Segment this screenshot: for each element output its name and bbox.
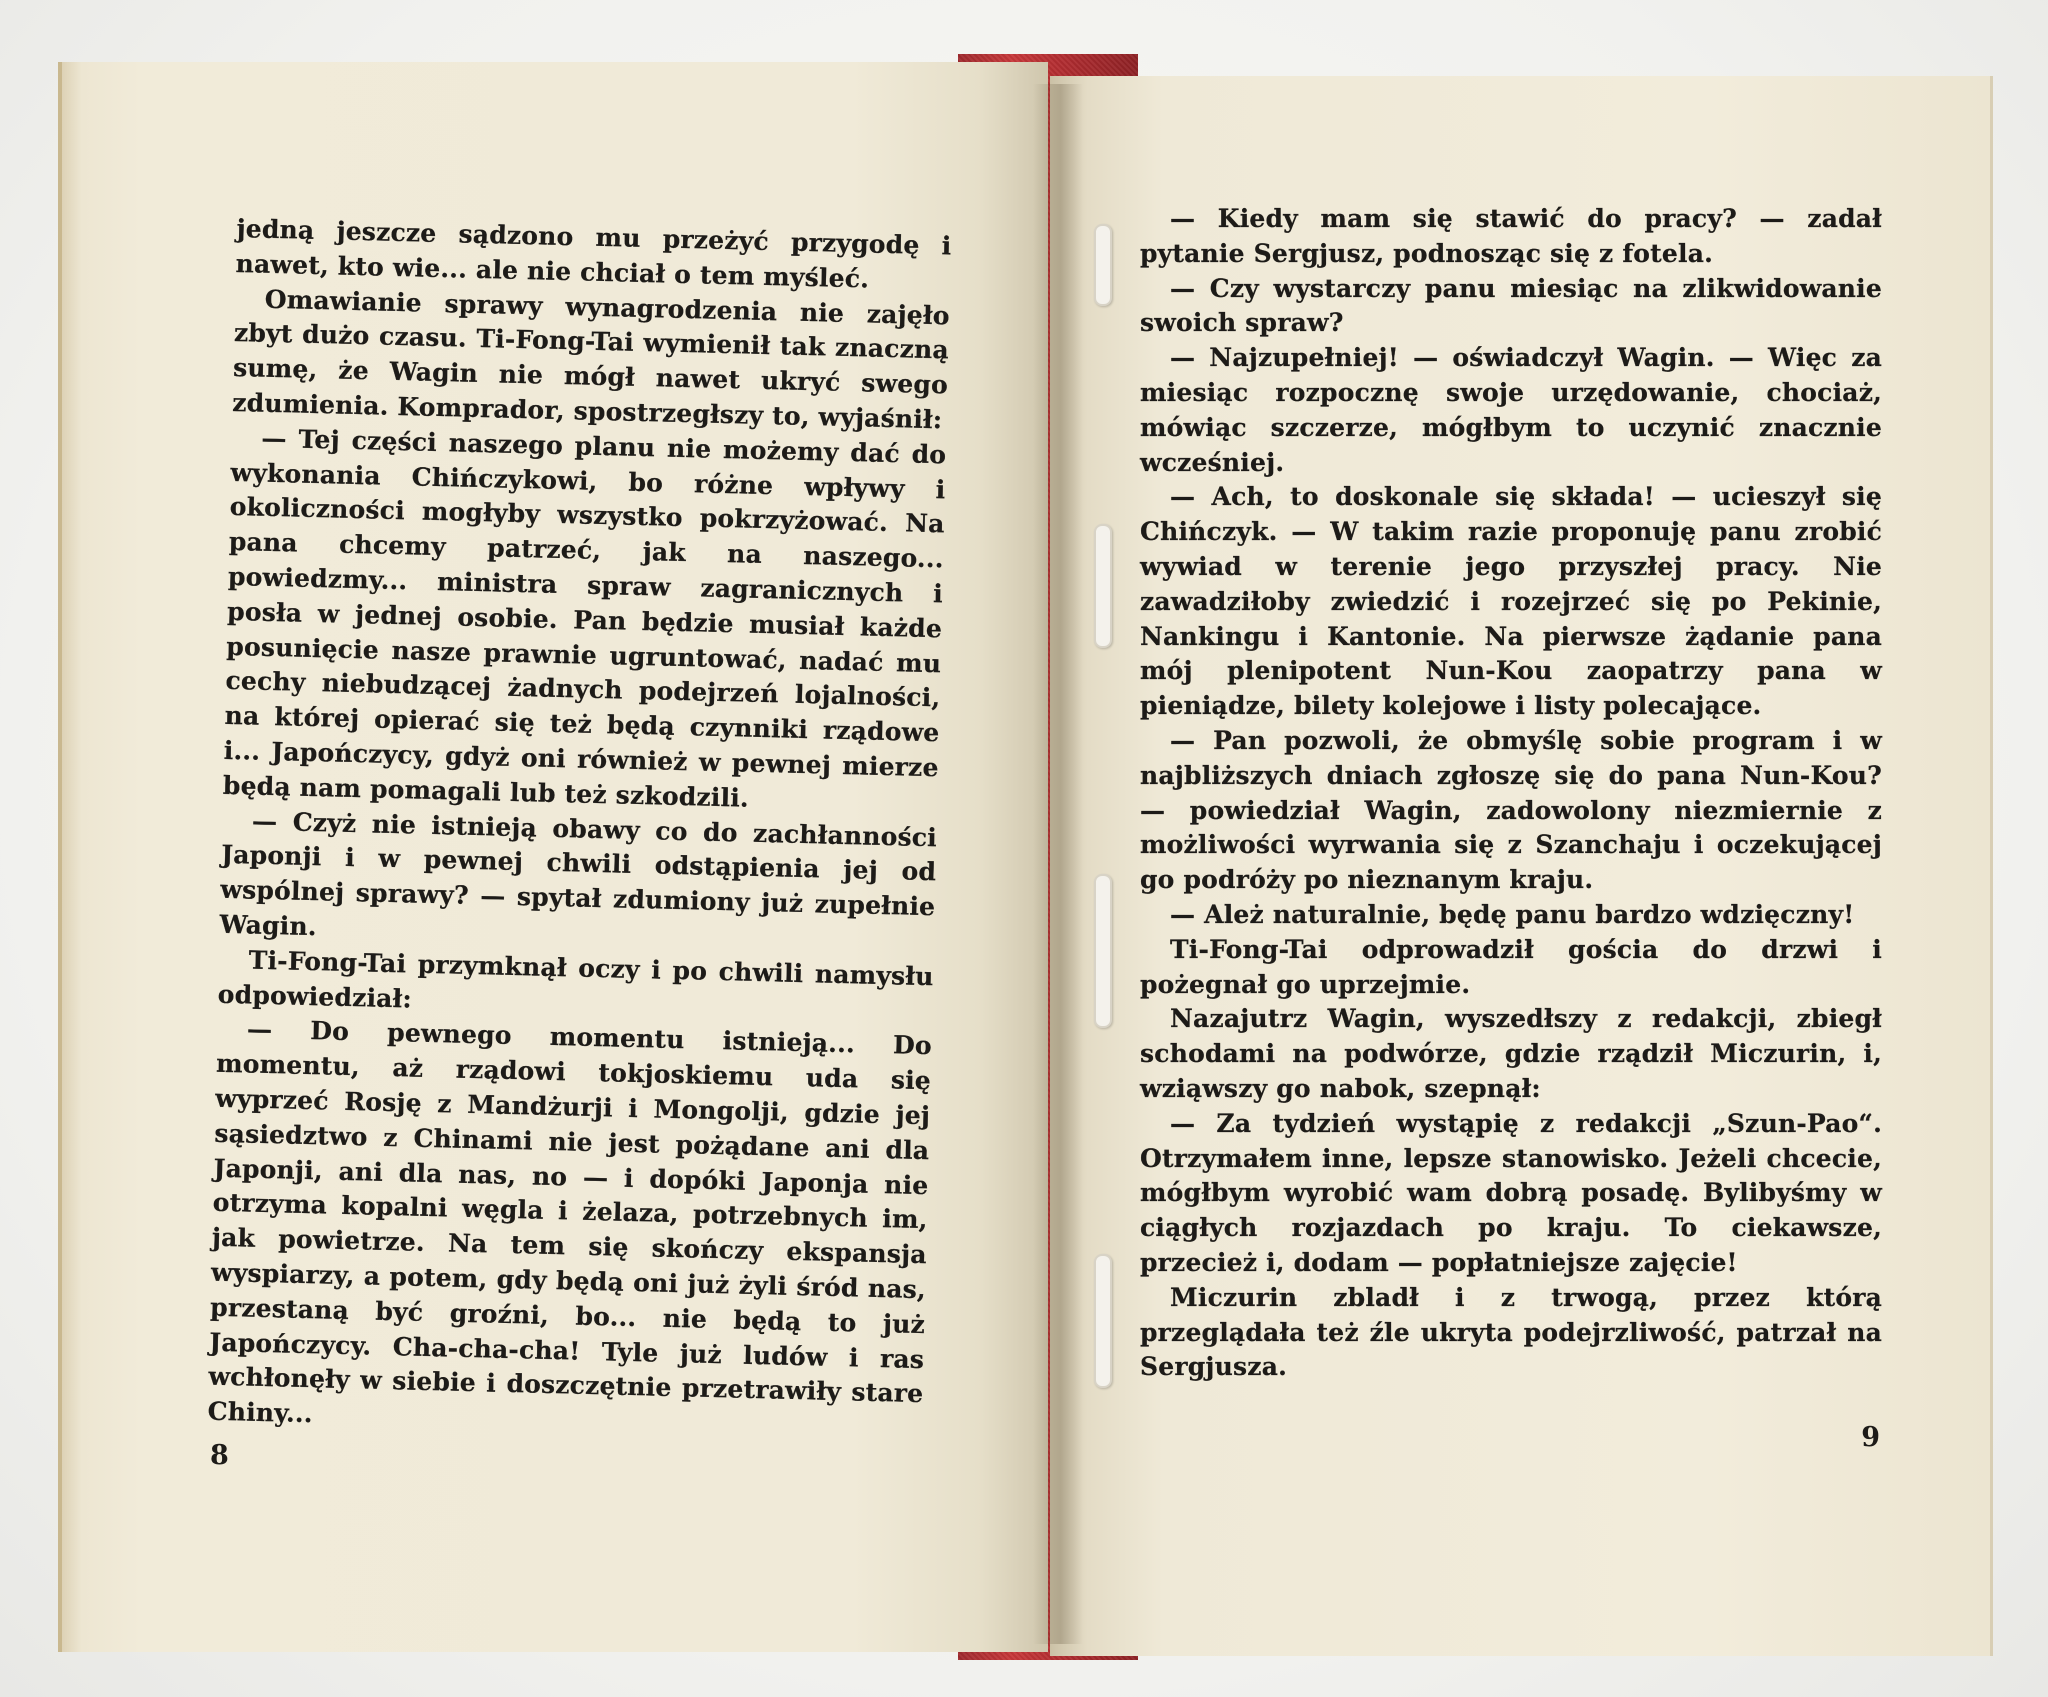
paragraph: — Najzupełniej! — oświadczył Wagin. — Więc za miesiąc rozpocznę swoje urzędowanie, chociaż, mówiąc szczerze, mógłbym to uczynić znacznie wcześniej.	[1140, 343, 1882, 477]
binding-stitch	[1094, 224, 1112, 306]
gutter-shadow	[1033, 84, 1083, 1644]
paragraph: — Tej części naszego planu nie możemy dać do wykonania Chińczykowi, bo różne wpływy i okoliczności mogłyby wszystko pokrzyżować. Na pana chcemy patrzeć, jak na naszego... powiedzmy... ministra spraw zagranicznych i posła w jednej osobie. Pan będzie musiał każde posunięcie nasze prawnie ugruntować, nadać mu cechy niebudzącej żadnych podejrzeń lojalności, na której opierać się też będą czynniki rządowe i... Japończycy, gdyż oni również w pewnej mierze będą nam pomagali lub też szkodzili.	[222, 423, 947, 813]
paragraph: — Czyż nie istnieją obawy co do zachłanności Japonji i w pewnej chwili odstąpienia jej od wspólnej sprawy? — spytał zdumiony już zupełnie Wagin.	[219, 806, 938, 942]
paragraph: — Pan pozwoli, że obmyślę sobie program i w najbliższych dniach zgłoszę się do pana Nun-Kou? — powiedział Wagin, zadowolony niezmiernie z możliwości wyrwania się z Szanchaju i oczekującej go podróży po nieznanym kraju.	[1140, 725, 1882, 895]
paragraph: — Kiedy mam się stawić do pracy? — zadał pytanie Sergjusz, podnosząc się z fotela.	[1140, 204, 1882, 268]
binding-stitch	[1094, 524, 1112, 648]
right-page	[1050, 76, 1993, 1656]
paragraph: — Ależ naturalnie, będę panu bardzo wdzięczny!	[1170, 899, 1855, 929]
binding-stitch	[1094, 874, 1112, 1028]
left-page-text	[207, 212, 952, 1447]
paragraph: Ti-Fong-Tai odprowadził gościa do drzwi i pożegnał go uprzejmie.	[1140, 934, 1882, 999]
left-page	[58, 62, 1048, 1652]
paragraph: Ti-Fong-Tai przymknął oczy i po chwili namysłu odpowiedział:	[217, 945, 934, 1014]
paragraph: Nazajutrz Wagin, wyszedłszy z redakcji, zbiegł schodami na podwórze, gdzie rządził Miczurin, i, wziąwszy go nabok, szepnął:	[1140, 1004, 1882, 1103]
page-number: 9	[1861, 1422, 1880, 1453]
paragraph: — Do pewnego momentu istnieją... Do momentu, aż rządowi tokjoskiemu uda się wyprzeć Rosję z Mandżurji i Mongolji, gdzie jej sąsiedztwo z Chinami nie jest pożądane ani dla Japonji, ani dla nas, no — i dopóki Japonja nie otrzyma kopalni węgla i żelaza, potrzebnych im, jak powietrze. Na tem się skończy ekspansja wyspiarzy, a potem, gdy będą oni już żyli śród nas, przestaną być groźni, bo... nie będą to już Japończycy. Cha-cha-cha! Tyle już ludów i ras wchłonęły w siebie i doszczętnie przetrawiły stare Chiny...	[207, 1014, 933, 1429]
paragraph: — Ach, to doskonale się składa! — ucieszył się Chińczyk. — W takim razie proponuję panu zrobić wywiad w terenie jego przyszłej pracy. Nie zawadziłoby zwiedzić i rozejrzeć się po Pekinie, Nankingu i Kantonie. Na pierwsze żądanie pana mój plenipotent Nun-Kou zaopatrzy pana w pieniądze, bilety kolejowe i listy polecające.	[1140, 482, 1882, 721]
open-book	[58, 54, 1993, 1660]
paragraph: Miczurin zbladł i z trwogą, przez którą przeglądała też źle ukryta podejrzliwość, patrzał na Sergjusza.	[1140, 1282, 1882, 1382]
right-page-text	[1140, 202, 1882, 1385]
paragraph: — Czy wystarczy panu miesiąc na zlikwidowanie swoich spraw?	[1140, 273, 1882, 338]
paragraph: Omawianie sprawy wynagrodzenia nie zajęło zbyt dużo czasu. Ti-Fong-Tai wymienił tak znaczną sumę, że Wagin nie mógł nawet ukryć swego zdumienia. Komprador, spostrzegłszy to, wyjaśnił:	[231, 284, 951, 435]
binding-stitch	[1094, 1254, 1112, 1388]
page-number: 8	[210, 1440, 229, 1471]
paragraph: — Za tydzień wystąpię z redakcji „Szun-Pao“. Otrzymałem inne, lepsze stanowisko. Jeżeli chcecie, mógłbym wyrobić wam dobrą posadę. Bylibyśmy w ciągłych rozjazdach po kraju. To ciekawsze, przecież i, dodam — popłatniejsze zajęcie!	[1140, 1108, 1882, 1277]
paragraph: jedną jeszcze sądzono mu przeżyć przygodę i nawet, kto wie... ale nie chciał o tem myśleć.	[235, 213, 952, 294]
